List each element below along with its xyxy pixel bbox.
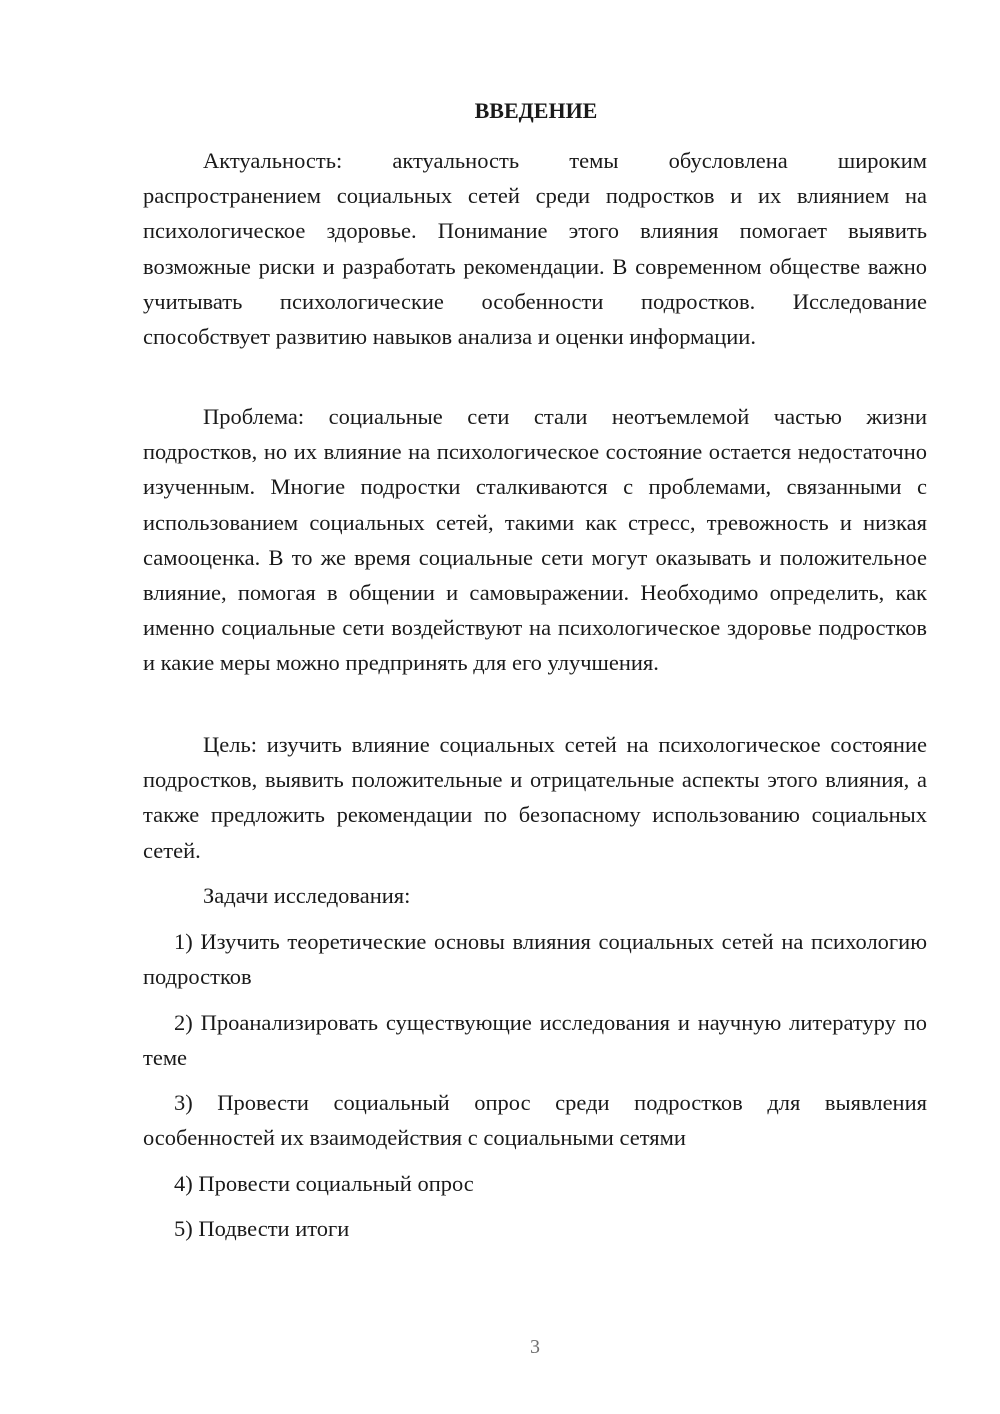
relevance-paragraph: Актуальность: актуальность темы обусловлена широким распространением социальных сетей среди подростков и их влиянием на психологическое здоровье. Понимание этого влияния помогает выявить возможные риски и разработать рекомендации. В современном обществе важно учитывать психологические особенности подростков. Исследование способствует развитию навыков анализа и оценки информации. <box>143 148 927 350</box>
task-item-4: 4) Провести социальный опрос <box>174 1171 474 1196</box>
task-item-5: 5) Подвести итоги <box>174 1216 350 1241</box>
goal-paragraph: Цель: изучить влияние социальных сетей на психологическое состояние подростков, выявить положительные и отрицательные аспекты этого влияния, а также предложить рекомендации по безопасному использованию социальных сетей. <box>143 732 927 863</box>
page-number: 3 <box>530 1336 540 1358</box>
tasks-heading: Задачи исследования: <box>203 883 411 908</box>
task-item-2: 2) Проанализировать существующие исследования и научную литературу по теме <box>143 1010 927 1071</box>
section-heading: ВВЕДЕНИЕ <box>474 98 598 123</box>
task-item-1: 1) Изучить теоретические основы влияния социальных сетей на психологию подростков <box>143 929 927 990</box>
problem-paragraph: Проблема: социальные сети стали неотъемлемой частью жизни подростков, но их влияние на психологическое состояние остается недостаточно изученным. Многие подростки сталкиваются с проблемами, связанными с использованием социальных сетей, такими как стресс, тревожность и низкая самооценка. В то же время социальные сети могут оказывать и положительное влияние, помогая в общении и самовыражении. Необходимо определить, как именно социальные сети воздействуют на психологическое здоровье подростков и какие меры можно предпринять для его улучшения. <box>143 404 927 676</box>
task-item-3: 3) Провести социальный опрос среди подростков для выявления особенностей их взаимодействия с социальными сетями <box>143 1090 927 1151</box>
